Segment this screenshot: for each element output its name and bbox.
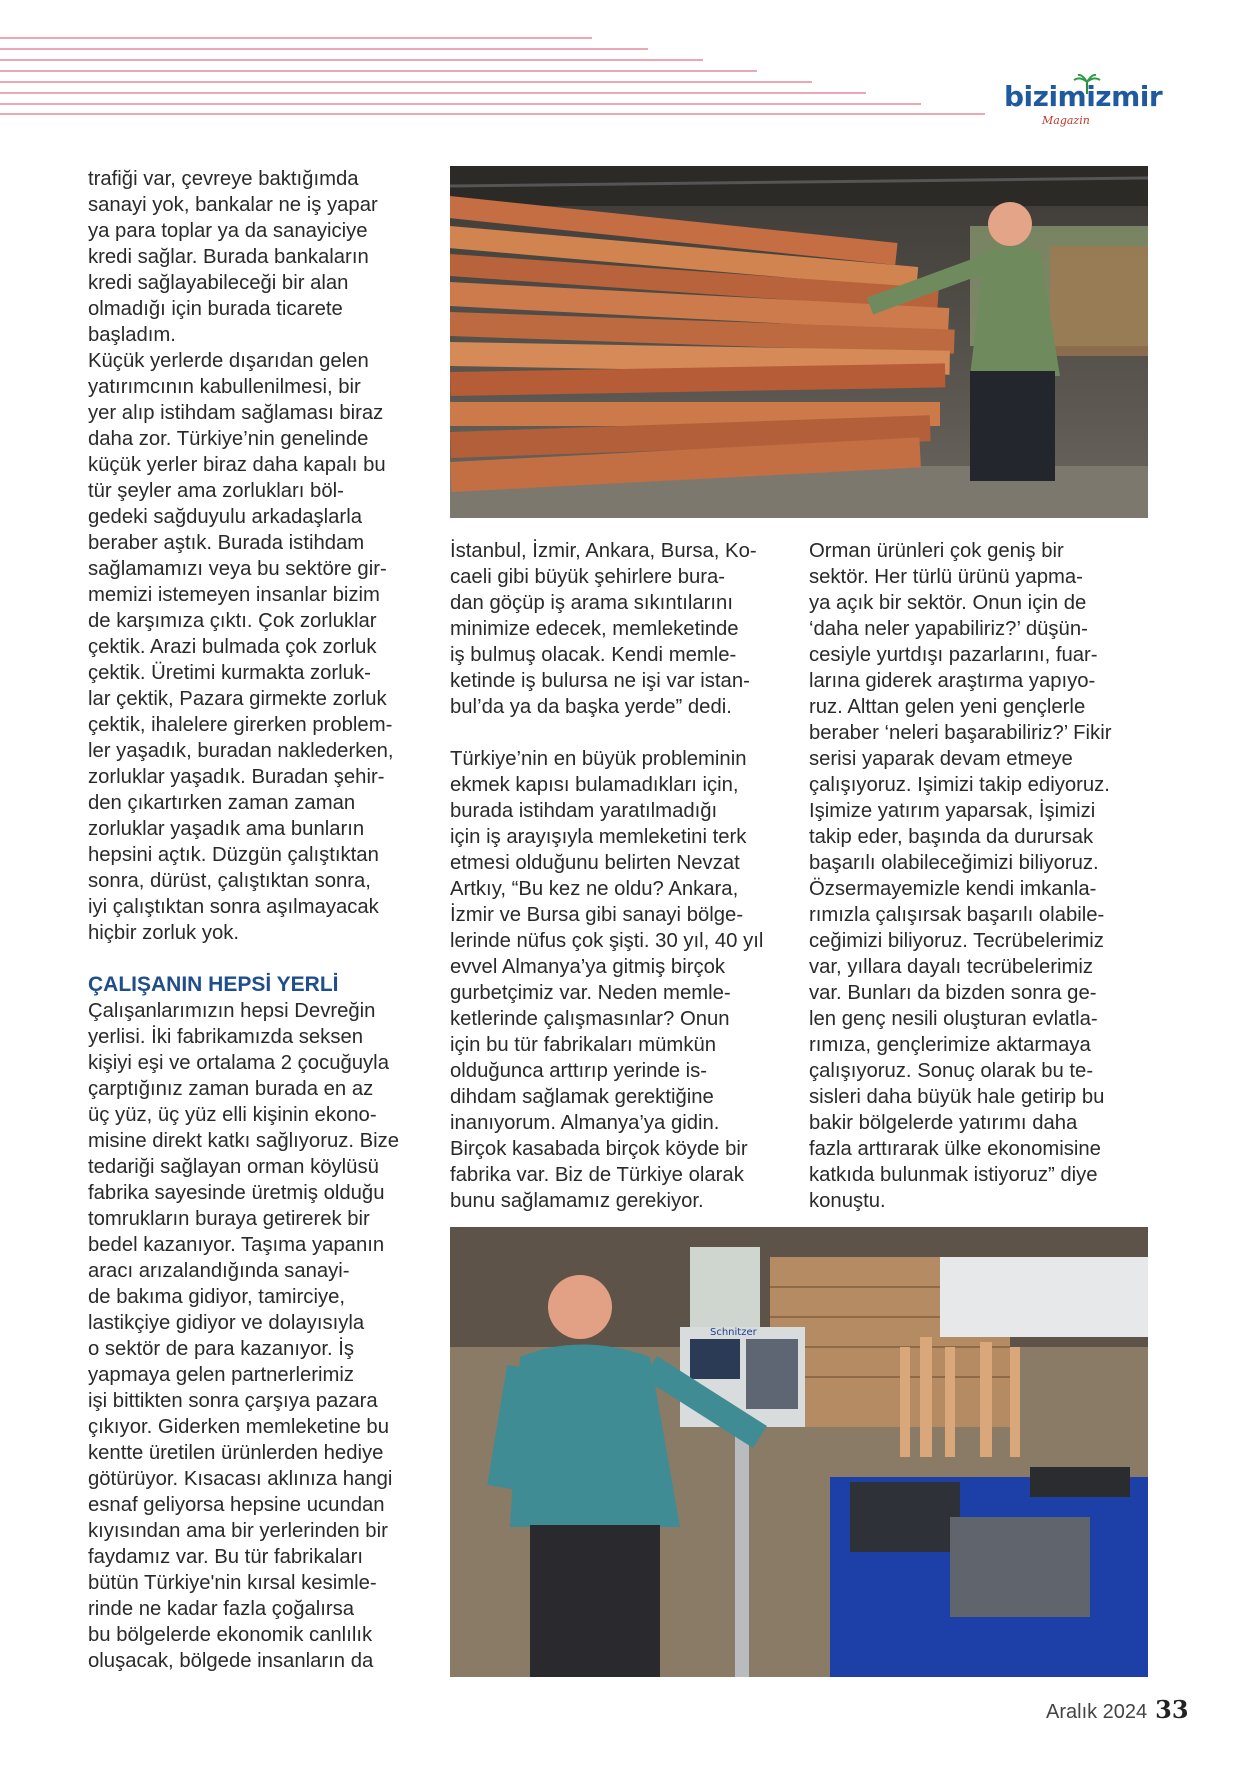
paragraph: Çalışanlarımızın hepsi Devreğin yerlisi. İki fabrikamızda seksen kişiyi eşi ve ortalama 2 çocuğuyla çarptığınız zaman burada en az üç yüz, üç yüz elli kişinin ekono- misine direkt katkı sağlıyoruz. Bize tedariği sağlayan orman köylüsü fabrika sayesinde üretmiş olduğu tomrukların buraya getirerek bir bedel kazanıyor. Taşıma yapanın aracı arızalandığında sanayi- de bakıma gidiyor, tamirciye, lastikçiye gidiyor ve dolayısıyla o sektör de para kazanıyor. İş yapmaya gelen partnerlerimiz işi bittikten sonra çarşıya pazara çıkıyor. Giderken memleketine bu kentte üretilen ürünlerden hediye götürüyor. Kısacası aklınıza hangi esnaf geliyorsa hepsine ucundan kıyısından ama bir yerlerinden bir faydamız var. Bu tür fabrikaları bütün Türkiye'nin kırsal kesimle- rinde ne kadar fazla çoğalırsa bu bölgelerde ekonomik canlılık oluşacak, bölgede insanların da bbox=[88, 1000, 400, 1672]
logo-text: bizimizmir bbox=[1004, 80, 1163, 113]
paragraph: trafiği var, çevreye baktığımda sanayi yok, bankalar ne iş yapar ya para toplar ya da sanayiciye kredi sağlar. Burada bankaların kredi sağlayabileceği bir alan olmadığı için burada ticarete başladım. bbox=[88, 168, 378, 346]
paragraph: Orman ürünleri çok geniş bir sektör. Her türlü ürünü yapma- ya açık bir sektör. Onun için de ‘daha neler yapabiliriz?’ düşün- cesiyle yurtdışı pazarlarını, fuar- larına giderek araştırma yapıyo- ruz. Alttan gelen yeni gençlerle beraber ‘neleri başarabiliriz?’ Fikir serisi yaparak devam etmeye çalışıyoruz. Işimizi takip ediyoruz. Işimize yatırım yaparsak, İşimizi takip eder, başında da durursak başarılı olabileceğimizi biliyoruz. Özsermayemizle kendi imkanla- rımızla çalışırsak başarılı olabile- ceğimizi biliyoruz. Tecrübelerimiz var, yıllara dayalı tecrübelerimiz var. Bunları da bizden sonra ge- len genç nesili oluşturan evlatla- rımıza, gençlerimize aktarmaya çalışıyoruz. Sonuç olarak bu te- sisleri daha büyük hale getirip bu bakir bölgelerde yatırımı daha fazla arttırarak ülke ekonomisine katkıda bulunmak istiyoruz” diye konuştu. bbox=[809, 540, 1112, 1212]
issue-date: Aralık 2024 bbox=[1046, 1701, 1148, 1723]
section-heading: ÇALIŞANIN HEPSİ YERLİ bbox=[88, 973, 339, 996]
article-column-2 bbox=[450, 538, 790, 1214]
magazine-logo bbox=[1004, 74, 1163, 134]
paragraph: İstanbul, İzmir, Ankara, Bursa, Ko- caeli gibi büyük şehirlere bura- dan göçüp iş arama sıkıntılarını minimize edecek, memleketinde iş bulmuş olacak. Kendi memle- ketinde iş bulursa ne işi var istan- bul’da ya da başka yerde” dedi. bbox=[450, 540, 757, 718]
page-footer bbox=[1046, 1695, 1189, 1724]
paragraph: Türkiye’nin en büyük probleminin ekmek kapısı bulamadıkları için, burada istihdam yaratılmadığı için iş arayışıyla memleketini terk etmesi olduğunu belirten Nevzat Artkıy, “Bu kez ne oldu? Ankara, İzmir ve Bursa gibi sanayi bölge- lerinde nüfus çok şişti. 30 yıl, 40 yıl evvel Almanya’ya gitmiş birçok gurbetçimiz var. Neden memle- ketlerinde çalışmasınlar? Onun için bu tür fabrikaları mümkün olduğunca arttırıp yerinde is- dihdam sağlamak gerektiğine inanıyorum. Almanya’ya gidin. Birçok kasabada birçok köyde bir fabrika var. Biz de Türkiye olarak bunu sağlamamız gerekiyor. bbox=[450, 748, 764, 1212]
article-column-3 bbox=[809, 538, 1154, 1214]
paragraph: Küçük yerlerde dışarıdan gelen yatırımcının kabullenilmesi, bir yer alıp istihdam sağlaması biraz daha zor. Türkiye’nin genelinde küçük yerler biraz daha kapalı bu tür şeyler ama zorlukları böl- gedeki sağduyulu arkadaşlarla beraber aştık. Burada istihdam sağlamamızı veya bu sektöre gir- memizi istemeyen insanlar bizim de karşımıza çıktı. Çok zorluklar çektik. Arazi bulmada çok zorluk çektik. Üretimi kurmakta zorluk- lar çektik, Pazara girmekte zorluk çektik, ihalelere girerken problem- ler yaşadık, buradan naklederken, zorluklar yaşadık. Buradan şehir- den çıkartırken zaman zaman zorluklar yaşadık ama bunların hepsini açtık. Düzgün çalıştıktan sonra, dürüst, çalıştıktan sonra, iyi çalıştıktan sonra aşılmayacak hiçbir zorluk yok. bbox=[88, 350, 394, 944]
lumber-stack-photo bbox=[450, 166, 1148, 518]
machine-brand-label: Schnitzer bbox=[710, 1327, 757, 1338]
article-column-1 bbox=[88, 166, 428, 1674]
logo-subtitle: Magazin bbox=[1042, 114, 1090, 127]
page-number: 33 bbox=[1155, 1695, 1189, 1724]
lathe-machine-photo bbox=[450, 1227, 1148, 1677]
